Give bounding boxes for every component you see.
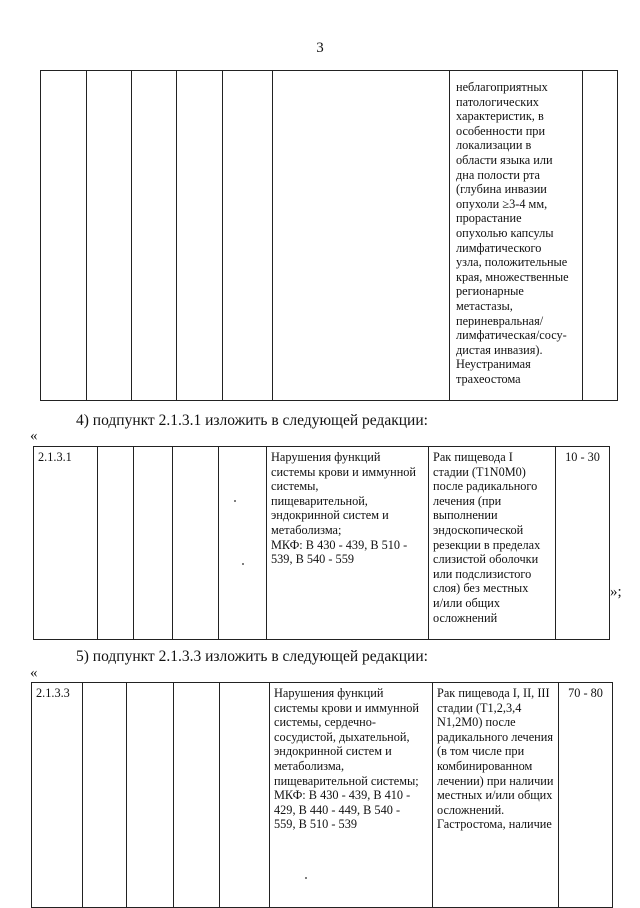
table-cell — [134, 447, 173, 640]
closing-quote: »; — [610, 584, 622, 600]
table-row — [34, 447, 610, 640]
condition-cell — [429, 447, 556, 640]
condition-cell — [433, 683, 559, 908]
percent-cell — [556, 447, 610, 640]
violations-text: Нарушения функций системы крови и иммунной системы, пищеварительной, эндокринной систем и метаболизма; МКФ: В 430 - 439, В 510 - 539, В 540 - 559 — [271, 450, 417, 567]
section-4-heading: 4) подпункт 2.1.3.1 изложить в следующей редакции: — [76, 412, 428, 429]
section-5-table — [31, 682, 613, 908]
table-cell — [177, 71, 223, 401]
table-cell — [98, 447, 134, 640]
code-cell — [34, 447, 98, 640]
violations-cell — [267, 447, 429, 640]
percent-value: 70 - 80 — [568, 686, 603, 700]
section-4-table — [33, 446, 610, 640]
table-cell — [132, 71, 177, 401]
table-cell — [173, 447, 219, 640]
condition-cell — [450, 71, 583, 401]
scan-speck — [305, 877, 307, 879]
table-cell — [41, 71, 87, 401]
row-code: 2.1.3.3 — [36, 686, 70, 700]
table-cell — [583, 71, 618, 401]
violations-cell — [270, 683, 433, 908]
table-cell — [83, 683, 127, 908]
opening-quote: « — [30, 428, 38, 444]
condition-text: неблагоприятных патологических характеристик, в особенности при локализации в области языка или дна полости рта (глубина инвазии опухоли ≥3-4 мм, прорастание опухолью капсулы лимфатического узла, положительные края, множественные регионарные метастазы, периневральная/ лимфатическая/сосу- дистая инвазия). Неустранимая трахеостома — [456, 80, 569, 386]
table-row — [41, 71, 618, 401]
percent-value: 10 - 30 — [565, 450, 600, 464]
page-number: 3 — [316, 40, 324, 56]
row-code: 2.1.3.1 — [38, 450, 72, 464]
table-cell — [273, 71, 450, 401]
continued-table — [40, 70, 618, 401]
table-cell — [87, 71, 132, 401]
code-cell — [32, 683, 83, 908]
percent-cell — [559, 683, 613, 908]
opening-quote: « — [30, 665, 38, 681]
table-cell — [220, 683, 270, 908]
table-cell — [223, 71, 273, 401]
table-cell — [174, 683, 220, 908]
scan-speck — [234, 500, 236, 502]
condition-text: Рак пищевода I стадии (T1N0M0) после радикального лечения (при выполнении эндоскопической резекции в пределах слизистой оболочки или подслизистого слоя) без местных и/или общих осложнений — [433, 450, 541, 625]
section-5-heading: 5) подпункт 2.1.3.3 изложить в следующей редакции: — [76, 648, 428, 665]
scan-speck — [242, 563, 244, 565]
table-row — [32, 683, 613, 908]
violations-text: Нарушения функций системы крови и иммунной системы, сердечно- сосудистой, дыхательной, эндокринной систем и метаболизма, пищеварительной системы; МКФ: В 430 - 439, В 410 - 429, В 440 - 449, В 540 - 559, В 510 - 539 — [274, 686, 420, 832]
condition-text: Рак пищевода I, II, III стадии (T1,2,3,4 N1,2M0) после радикального лечения (в том числе при комбинированном лечении) при наличии местных и/или общих осложнений. Гастростома, наличие — [437, 686, 554, 832]
table-cell — [219, 447, 267, 640]
table-cell — [127, 683, 174, 908]
